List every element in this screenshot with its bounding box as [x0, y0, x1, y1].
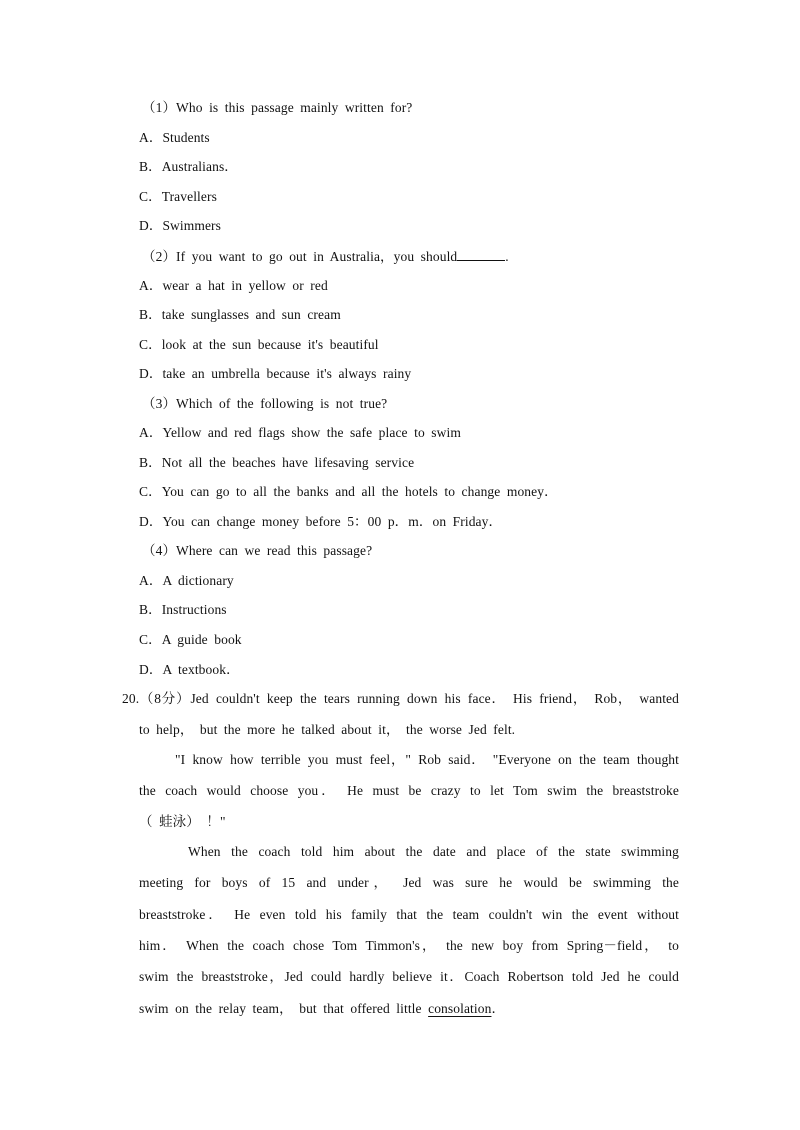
passage-line-10: swim the breaststroke，Jed could hardly believe it．Coach Robertson told Jed he could	[139, 969, 679, 984]
passage-line-1: 20.（8分）Jed couldn't keep the tears running down his face． His friend， Rob， wanted	[122, 691, 679, 706]
passage-line-5: （ 蛙泳） ！"	[139, 814, 226, 829]
passage-line-9: him． When the coach chose Tom Timmon's， the new boy from Spring－field， to	[139, 938, 679, 953]
question-3-option-c: C．You can go to all the banks and all the hotels to change money．	[139, 484, 558, 499]
passage-line-11-end: ．	[491, 1001, 506, 1016]
underlined-word-consolation: consolation	[428, 1001, 492, 1016]
question-1-stem: （1）Who is this passage mainly written for?	[142, 100, 413, 115]
question-4-option-b: B．Instructions	[139, 602, 227, 617]
question-2-stem-end: .	[505, 249, 509, 264]
question-2-stem-text: （2）If you want to go out in Australia，you should	[142, 249, 458, 264]
question-3-option-b: B．Not all the beaches have lifesaving service	[139, 455, 415, 470]
answer-blank	[457, 247, 505, 261]
question-4-option-a: A．A dictionary	[139, 573, 234, 588]
passage-line-7: meeting for boys of 15 and under， Jed was sure he would be swimming the	[139, 875, 679, 890]
question-2-option-d: D．take an umbrella because it's always rainy	[139, 366, 412, 381]
question-2-option-a: A．wear a hat in yellow or red	[139, 278, 328, 293]
question-2-option-c: C．look at the sun because it's beautiful	[139, 337, 379, 352]
question-3-stem: （3）Which of the following is not true?	[142, 396, 388, 411]
question-3-option-a: A．Yellow and red flags show the safe place to swim	[139, 425, 461, 440]
question-3-option-d: D．You can change money before 5：00 p．m．on Friday．	[139, 514, 503, 529]
passage-line-2: to help， but the more he talked about it， the worse Jed felt.	[139, 722, 516, 737]
passage-line-11-text: swim on the relay team， but that offered little	[139, 1001, 429, 1016]
question-4-stem: （4）Where can we read this passage?	[142, 543, 373, 558]
passage-line-4: the coach would choose you． He must be crazy to let Tom swim the breaststroke	[139, 783, 679, 798]
question-1-option-c: C．Travellers	[139, 189, 217, 204]
question-2-option-b: B．take sunglasses and sun cream	[139, 307, 341, 322]
passage-line-3: "I know how terrible you must feel，" Rob said． "Everyone on the team thought	[175, 752, 679, 767]
passage-line-6: When the coach told him about the date and place of the state swimming	[188, 844, 679, 859]
question-1-option-a: A．Students	[139, 130, 210, 145]
question-1-option-d: D．Swimmers	[139, 218, 221, 233]
question-2-stem	[142, 247, 509, 266]
question-1-option-b: B．Australians．	[139, 159, 238, 174]
passage-line-8: breaststroke． He even told his family that the team couldn't win the event without	[139, 907, 679, 922]
passage-line-11	[139, 1000, 505, 1018]
question-4-option-c: C．A guide book	[139, 632, 242, 647]
question-4-option-d: D．A textbook．	[139, 662, 240, 677]
